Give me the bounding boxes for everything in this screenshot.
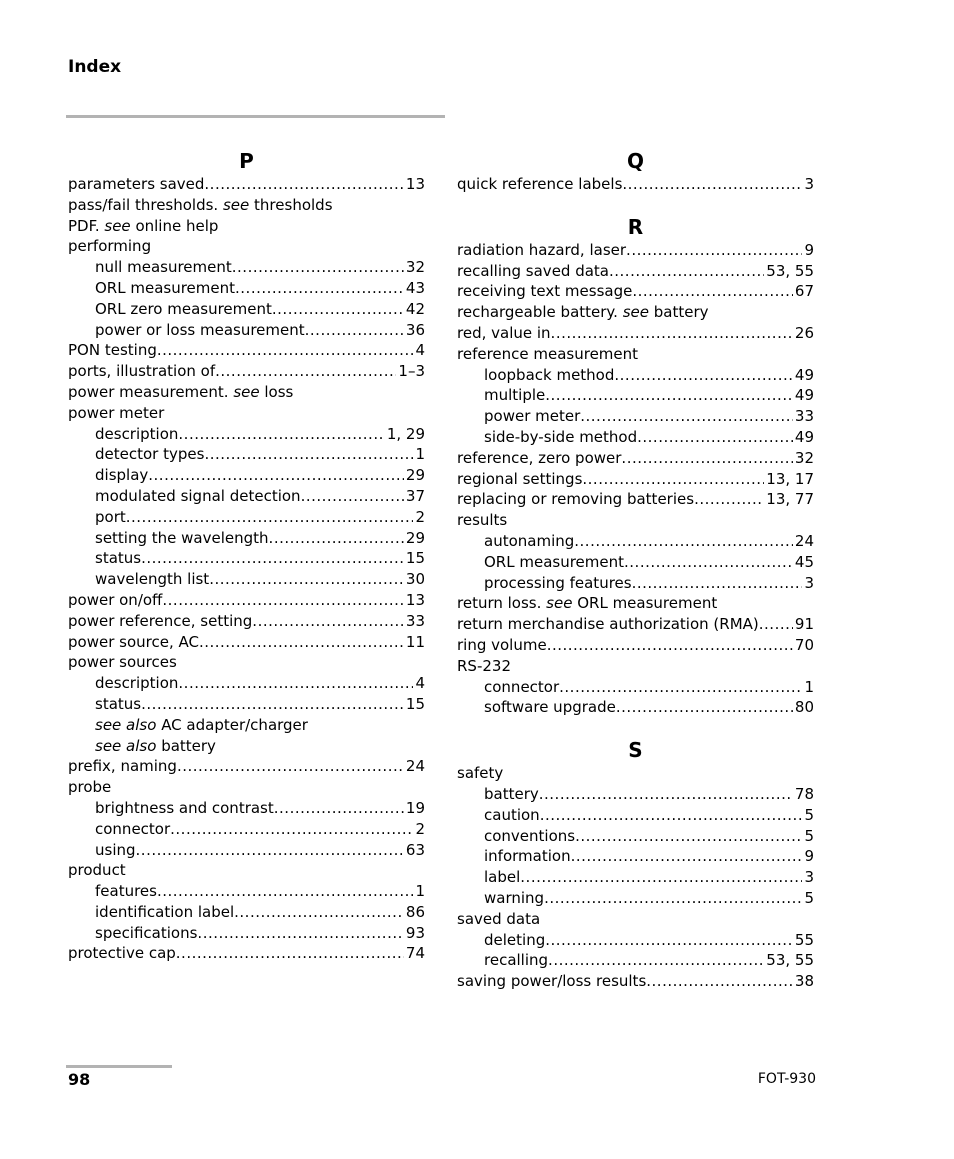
- index-entry: results: [457, 511, 508, 530]
- index-subentry: connector ..... 2: [68, 819, 425, 840]
- index-entry: RS-232: [457, 656, 511, 675]
- page-ref: 3: [804, 573, 814, 592]
- page-ref: 33: [794, 407, 814, 426]
- index-subentry: using ..... 63: [68, 840, 425, 861]
- page-ref: 1–3: [398, 362, 425, 381]
- page-ref: 9: [804, 240, 814, 259]
- index-subentry: ORL measurement ..... 45: [457, 552, 814, 573]
- index-entry: power source, AC ..... 11: [68, 632, 425, 653]
- index-subentry: multiple ..... 49: [457, 385, 814, 406]
- page-ref: 3: [804, 868, 814, 887]
- section-letter-q: Q: [626, 149, 644, 173]
- page-ref: 53, 55: [766, 951, 814, 970]
- cross-ref: online help: [135, 216, 219, 235]
- cross-ref: loss: [264, 382, 294, 401]
- page-ref: 70: [794, 635, 814, 654]
- index-entry: saving power/loss results ..... 38: [457, 971, 814, 992]
- index-subentry: setting the wavelength ..... 29: [68, 528, 425, 549]
- index-subentry: description ..... 4: [68, 673, 425, 694]
- page-ref: 15: [405, 694, 425, 713]
- index-subentry: see also AC adapter/charger: [95, 715, 308, 734]
- page-ref: 1, 29: [386, 424, 425, 443]
- index-entry: receiving text message ..... 67: [457, 281, 814, 302]
- index-subentry: detector types ..... 1: [68, 444, 425, 465]
- index-subentry: recalling ..... 53, 55: [457, 950, 814, 971]
- page-ref: 42: [405, 299, 425, 318]
- index-entry: protective cap ..... 74: [68, 943, 425, 964]
- page-ref: 2: [415, 507, 425, 526]
- index-entry: red, value in ..... 26: [457, 323, 814, 344]
- page-ref: 5: [804, 888, 814, 907]
- section-letter-p: P: [239, 149, 254, 173]
- page-ref: 86: [405, 902, 425, 921]
- index-subentry: caution ..... 5: [457, 805, 814, 826]
- index-subentry: autonaming ..... 24: [457, 531, 814, 552]
- index-entry: safety: [457, 764, 504, 783]
- index-subentry: ORL zero measurement ..... 42: [68, 299, 425, 320]
- index-subentry: brightness and contrast ..... 19: [68, 798, 425, 819]
- index-subentry: status ..... 15: [68, 548, 425, 569]
- index-subentry: features ..... 1: [68, 881, 425, 902]
- page-ref: 4: [415, 341, 425, 360]
- page-ref: 2: [415, 819, 425, 838]
- page-ref: 63: [405, 840, 425, 859]
- section-letter-s: S: [628, 738, 643, 763]
- page-ref: 33: [405, 611, 425, 630]
- index-column-right: [457, 146, 814, 992]
- index-entry: parameters saved ..... 13: [68, 174, 425, 195]
- cross-ref: AC adapter/charger: [161, 715, 308, 734]
- product-name: FOT-930: [757, 1071, 816, 1087]
- footer-rule: [66, 1065, 172, 1068]
- page-ref: 29: [405, 528, 425, 547]
- page-ref: 9: [804, 847, 814, 866]
- index-subentry: processing features ..... 3: [457, 573, 814, 594]
- page-ref: 24: [405, 757, 425, 776]
- index-subentry: status ..... 15: [68, 694, 425, 715]
- index-subentry: identification label ..... 86: [68, 902, 425, 923]
- page-ref: 53, 55: [766, 261, 814, 280]
- index-subentry: display ..... 29: [68, 465, 425, 486]
- page-ref: 43: [405, 278, 425, 297]
- page-ref: 49: [794, 427, 814, 446]
- index-entry: regional settings ..... 13, 17: [457, 469, 814, 490]
- page-ref: 5: [804, 826, 814, 845]
- index-subentry: label ..... 3: [457, 867, 814, 888]
- index-subentry: information ..... 9: [457, 846, 814, 867]
- index-subentry: connector ..... 1: [457, 677, 814, 698]
- page-ref: 36: [405, 320, 425, 339]
- index-entry: pass/fail thresholds. see thresholds: [68, 195, 333, 214]
- index-subentry: deleting ..... 55: [457, 930, 814, 951]
- index-entry: product: [68, 861, 126, 880]
- index-entry: recalling saved data ..... 53, 55: [457, 261, 814, 282]
- cross-ref: battery: [653, 303, 709, 322]
- page-ref: 49: [794, 386, 814, 405]
- page-ref: 91: [794, 615, 814, 634]
- index-subentry: port ..... 2: [68, 507, 425, 528]
- page-ref: 80: [794, 698, 814, 717]
- index-subentry: conventions ..... 5: [457, 826, 814, 847]
- page-ref: 13: [405, 175, 425, 193]
- page-ref: 26: [794, 323, 814, 342]
- index-subentry: software upgrade ..... 80: [457, 697, 814, 718]
- index-entry: power sources: [68, 653, 177, 672]
- index-entry: power reference, setting ..... 33: [68, 611, 425, 632]
- index-subentry: see also battery: [95, 736, 216, 755]
- index-entry: PDF. see online help: [68, 216, 219, 235]
- page-ref: 55: [794, 930, 814, 949]
- index-entry: probe: [68, 778, 112, 797]
- index-subentry: loopback method ..... 49: [457, 365, 814, 386]
- index-subentry: specifications ..... 93: [68, 923, 425, 944]
- index-entry: PON testing ..... 4: [68, 340, 425, 361]
- index-entry: ring volume ..... 70: [457, 635, 814, 656]
- page-ref: 15: [405, 549, 425, 568]
- index-subentry: side-by-side method ..... 49: [457, 427, 814, 448]
- page-ref: 93: [405, 923, 425, 942]
- page-ref: 45: [794, 552, 814, 571]
- page-ref: 30: [405, 570, 425, 589]
- index-subentry: warning ..... 5: [457, 888, 814, 909]
- index-entry: power meter: [68, 403, 165, 422]
- index-entry: prefix, naming ..... 24: [68, 756, 425, 777]
- section-letter-r: R: [627, 214, 644, 239]
- cross-ref: thresholds: [254, 195, 333, 214]
- page-ref: 3: [804, 175, 814, 193]
- page-ref: 5: [804, 805, 814, 824]
- index-entry: power measurement. see loss: [68, 382, 294, 401]
- index-subentry: battery ..... 78: [457, 784, 814, 805]
- page-ref: 74: [405, 944, 425, 963]
- cross-ref: ORL measurement: [577, 594, 718, 613]
- page-number: 98: [68, 1070, 91, 1089]
- page-ref: 1: [804, 677, 814, 696]
- page-ref: 1: [415, 882, 425, 901]
- running-header: Index: [68, 57, 122, 77]
- index-subentry: power or loss measurement ..... 36: [68, 320, 425, 341]
- page-ref: 38: [794, 972, 814, 991]
- index-entry: ports, illustration of ..... 1–3: [68, 361, 425, 382]
- index-entry: power on/off ..... 13: [68, 590, 425, 611]
- index-entry: return merchandise authorization (RMA) ..... 91: [457, 614, 814, 635]
- index-subentry: ORL measurement ..... 43: [68, 278, 425, 299]
- page-ref: 49: [794, 365, 814, 384]
- page-ref: 13, 77: [766, 490, 814, 509]
- index-entry: return loss. see ORL measurement: [457, 594, 718, 613]
- index-column-left: [68, 146, 425, 964]
- cross-ref: battery: [161, 736, 216, 755]
- index-subentry: wavelength list ..... 30: [68, 569, 425, 590]
- page-ref: 13, 17: [766, 469, 814, 488]
- header-rule: [66, 115, 445, 118]
- page-ref: 4: [415, 674, 425, 693]
- page-ref: 19: [405, 798, 425, 817]
- page-ref: 37: [405, 486, 425, 505]
- page-ref: 78: [794, 784, 814, 803]
- index-entry: saved data: [457, 909, 541, 928]
- index-subentry: modulated signal detection ..... 37: [68, 486, 425, 507]
- index-entry: reference, zero power ..... 32: [457, 448, 814, 469]
- page-ref: 1: [415, 445, 425, 464]
- index-entry: rechargeable battery. see battery: [457, 303, 709, 322]
- page-ref: 24: [794, 531, 814, 550]
- index-entry: reference measurement: [457, 344, 639, 363]
- index-entry: radiation hazard, laser ..... 9: [457, 240, 814, 261]
- index-entry: quick reference labels ..... 3: [457, 174, 814, 195]
- index-entry: replacing or removing batteries ..... 13, 77: [457, 489, 814, 510]
- index-subentry: null measurement ..... 32: [68, 257, 425, 278]
- index-entry: performing: [68, 237, 152, 256]
- page-ref: 32: [794, 448, 814, 467]
- page-ref: 29: [405, 466, 425, 485]
- page-ref: 67: [794, 282, 814, 301]
- page-ref: 11: [405, 632, 425, 651]
- page-ref: 32: [405, 258, 425, 277]
- index-subentry: description ..... 1, 29: [68, 424, 425, 445]
- index-subentry: power meter ..... 33: [457, 406, 814, 427]
- page-ref: 13: [405, 590, 425, 609]
